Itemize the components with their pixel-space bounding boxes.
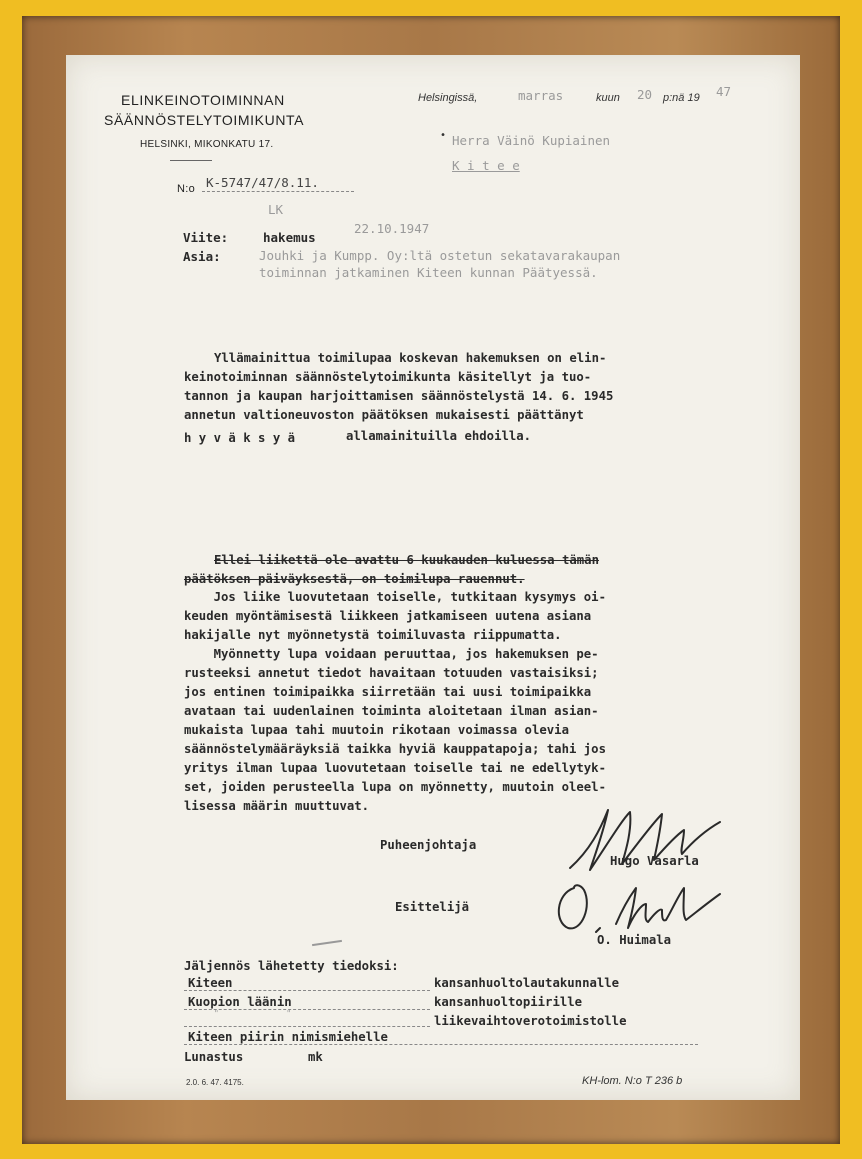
copy-rule-4 (184, 1044, 698, 1045)
recipient-mark: • (440, 130, 447, 141)
handler-initials: LK (268, 202, 284, 217)
asia-line1: Jouhki ja Kumpp. Oy:ltä ostetun sekatavarakaupan (259, 248, 621, 263)
copy-last: Kiteen piirin nimismiehelle (188, 1030, 388, 1044)
ink-mark (312, 940, 342, 946)
presenter-name: O. Huimala (597, 933, 672, 947)
fee-label: Lunastus (184, 1050, 244, 1064)
decision-line4: annetun valtioneuvoston päätöksen mukaisesti päättänyt (184, 408, 584, 422)
condition-line-6: jos entinen toimipaikka siirretään tai uusi toimipaikka (184, 685, 592, 699)
condition-line-3: hakijalle nyt myönnetystä toimiluvasta riippumatta. (184, 628, 562, 642)
viite-date: 22.10.1947 (354, 221, 430, 236)
number-value: K-5747/47/8.11. (206, 175, 319, 190)
condition-line-5: rusteeksi annetut tiedot havaitaan totuuden vastaisiksi; (184, 666, 599, 680)
date-month: marras (518, 88, 564, 103)
decision-result-spaced: h y v ä k s y ä (184, 431, 296, 445)
copies-heading: Jäljennös lähetetty tiedoksi: (184, 959, 399, 973)
condition-line-9: säännöstelymääräyksiä taikka hyviä kauppatapoja; tahi jos (184, 742, 606, 756)
decision-line3: tannon ja kaupan harjoittamisen säännöstelystä 14. 6. 1945 (184, 389, 614, 403)
document-page (66, 55, 800, 1100)
copy-right-1: kansanhuoltolautakunnalle (434, 976, 620, 990)
date-place: Helsingissä, (418, 92, 478, 104)
number-label: N:o (177, 183, 196, 195)
viite-label: Viite: (183, 230, 229, 245)
org-name-line1: ELINKEINOTOIMINNAN (121, 92, 285, 108)
date-day: 20 (637, 87, 653, 102)
date-pna: p:nä 19 (663, 92, 700, 104)
condition-line-1: Jos liike luovutetaan toiselle, tutkitaan kysymys oi- (184, 590, 606, 604)
org-name-line2: SÄÄNNÖSTELYTOIMIKUNTA (104, 112, 305, 128)
condition-line-7: avataan tai uudenlainen toiminta aloitetaan ilman asian- (184, 704, 599, 718)
org-address: HELSINKI, MIKONKATU 17. (140, 139, 274, 150)
condition-line-2: keuden myöntämisestä liikkeen jatkamiseen uutena asiana (184, 609, 592, 623)
presenter-title: Esittelijä (395, 900, 470, 914)
presenter-signature (550, 870, 730, 940)
condition-line-12: lisessa määrin muuttuvat. (184, 799, 370, 813)
date-kuun: kuun (596, 92, 620, 104)
letterhead-divider (170, 160, 212, 161)
viite-value: hakemus (263, 230, 316, 245)
print-code: 2.0. 6. 47. 4175. (186, 1078, 244, 1087)
condition-line-8: mukaista lupaa tahi muutoin rikotaan voimassa olevia (184, 723, 569, 737)
recipient-name: Herra Väinö Kupiainen (452, 133, 611, 148)
condition-line-4: Myönnetty lupa voidaan peruuttaa, jos hakemuksen pe- (184, 647, 599, 661)
form-code: KH-lom. N:o T 236 b (582, 1075, 683, 1087)
copy-right-2: kansanhuoltopiirille (434, 995, 583, 1009)
chair-title: Puheenjohtaja (380, 838, 477, 852)
condition-struck-line1: Ellei liikettä ole avattu 6 kuukauden kuluessa tämän (214, 553, 599, 567)
decision-result-rest: allamainituilla ehdoilla. (346, 429, 532, 443)
condition-line-10: yritys ilman lupaa luovutetaan toiselle tai ne edellytyk- (184, 761, 606, 775)
chair-name: Hugo Vasarla (610, 854, 699, 868)
fee-unit: mk (308, 1050, 323, 1064)
decision-line2: keinotoiminnan säännöstelytoimikunta käsitellyt ja tuo- (184, 370, 592, 384)
copy-left-2: Kuopion läänin (188, 995, 292, 1009)
asia-line2: toiminnan jatkaminen Kiteen kunnan Päätyessä. (259, 265, 598, 280)
condition-line-11: set, joiden perusteella lupa on myönnetty, muutoin oleel- (184, 780, 606, 794)
decision-line1: Yllämainittua toimilupaa koskevan hakemuksen on elin- (214, 351, 607, 365)
recipient-town: K i t e e (452, 158, 520, 173)
number-rule (202, 191, 354, 192)
copy-right-3: liikevaihtoverotoimistolle (434, 1014, 627, 1028)
date-year: 47 (716, 84, 732, 99)
copy-rule-1 (184, 990, 430, 991)
condition-struck-line2: päätöksen päiväyksestä, on toimilupa rauennut. (184, 572, 525, 586)
copy-left-1: Kiteen (188, 976, 233, 990)
copy-left-3: " " (214, 1009, 292, 1018)
copy-rule-3 (184, 1026, 430, 1027)
asia-label: Asia: (183, 249, 221, 264)
